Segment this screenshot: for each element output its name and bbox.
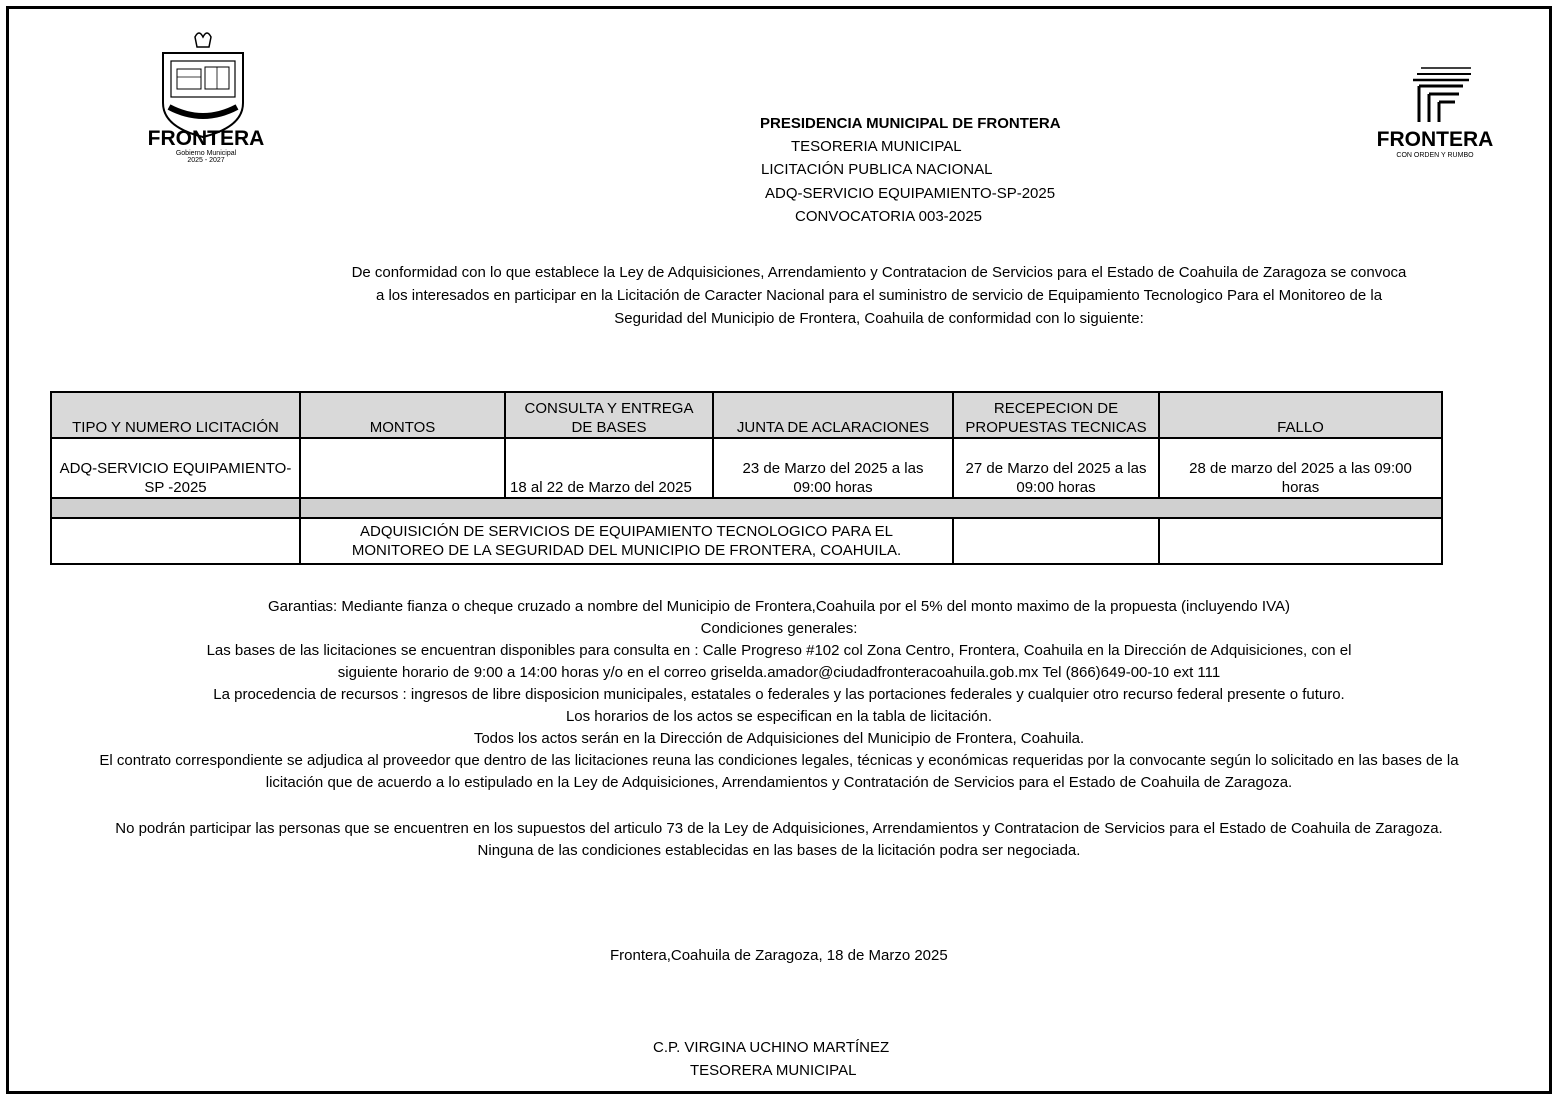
logo-left-brand: FRONTERA xyxy=(147,127,265,150)
actos-text: Todos los actos serán en la Dirección de Adquisiciones del Municipio de Frontera, Coahuila. xyxy=(473,730,1085,747)
condiciones-title: Condiciones generales: xyxy=(700,620,858,637)
logo-left-sub1: Gobierno Municipal xyxy=(175,150,237,157)
ninguna-text: Ninguna de las condiciones establecidas en las bases de la licitación podra ser negociada. xyxy=(477,842,1081,859)
cell-consulta: 18 al 22 de Marzo del 2025 xyxy=(505,438,713,498)
table-header-row xyxy=(51,392,1442,438)
cell-junta: 23 de Marzo del 2025 a las 09:00 horas xyxy=(713,438,953,498)
contrato-line-2: licitación que de acuerdo a lo estipulado en la Ley de Adquisiciones, Arrendamientos y Contratación de Servicios para el Estado de Coahuila de Zaragoza. xyxy=(265,774,1293,791)
intro-paragraph xyxy=(279,261,1479,330)
table-row xyxy=(51,438,1442,498)
licitacion-table xyxy=(50,391,1443,565)
bases-line-1: Las bases de las licitaciones se encuentran disponibles para consulta en : Calle Progreso #102 col Zona Centro, Frontera, Coahuila en la Dirección de Adquisiciones, con el xyxy=(206,642,1352,659)
cell-montos xyxy=(300,438,505,498)
place-date: Frontera,Coahuila de Zaragoza, 18 de Marzo 2025 xyxy=(610,947,948,964)
header-licitacion: LICITACIÓN PUBLICA NACIONAL xyxy=(761,161,993,178)
signer-title: TESORERA MUNICIPAL xyxy=(690,1062,857,1079)
intro-line-1: De conformidad con lo que establece la Ley de Adquisiciones, Arrendamiento y Contratacion de Servicios para el Estado de Coahuila de Zaragoza se convoca xyxy=(351,264,1407,281)
conditions-section xyxy=(9,596,1549,862)
logo-right-brand: FRONTERA xyxy=(1376,128,1494,151)
header-cell-fallo: FALLO xyxy=(1159,392,1442,438)
header-convocatoria: CONVOCATORIA 003-2025 xyxy=(795,208,983,225)
header-cell-junta: JUNTA DE ACLARACIONES xyxy=(713,392,953,438)
header-adq-servicio: ADQ-SERVICIO EQUIPAMIENTO-SP-2025 xyxy=(765,185,1056,202)
frontera-con-orden-logo xyxy=(1351,64,1521,164)
garantias-text: Garantias: Mediante fianza o cheque cruzado a nombre del Municipio de Frontera,Coahuila por el 5% del monto maximo de la propuesta (incluyendo IVA) xyxy=(268,598,1290,615)
intro-line-3: Seguridad del Municipio de Frontera, Coahuila de conformidad con lo siguiente: xyxy=(614,310,1144,327)
intro-line-2: a los interesados en participar en la Licitación de Caracter Nacional para el suministro de servicio de Equipamiento Tecnologico Para el Monitoreo de la xyxy=(375,287,1383,304)
frontera-government-logo xyxy=(121,29,291,169)
header-cell-consulta: CONSULTA Y ENTREGA DE BASES xyxy=(505,392,713,438)
header-presidencia: PRESIDENCIA MUNICIPAL DE FRONTERA xyxy=(760,115,1061,132)
bases-line-2: siguiente horario de 9:00 a 14:00 horas y/o en el correo griselda.amador@ciudadfronteracoahuila.gob.mx Tel (866)649-00-10 ext 111 xyxy=(337,664,1221,681)
cell-description: ADQUISICIÓN DE SERVICIOS DE EQUIPAMIENTO TECNOLOGICO PARA EL MONITOREO DE LA SEGURIDAD DEL MUNICIPIO DE FRONTERA, COAHUILA. xyxy=(300,518,953,564)
logo-right-tagline: CON ORDEN Y RUMBO xyxy=(1396,152,1474,159)
header-tesoreria: TESORERIA MUNICIPAL xyxy=(791,138,962,155)
header-cell-montos: MONTOS xyxy=(300,392,505,438)
header-cell-tipo: TIPO Y NUMERO LICITACIÓN xyxy=(51,392,300,438)
signer-name: C.P. VIRGINA UCHINO MARTÍNEZ xyxy=(653,1039,890,1056)
document-page xyxy=(6,6,1552,1094)
cell-recepcion: 27 de Marzo del 2025 a las 09:00 horas xyxy=(953,438,1159,498)
municipal-seal-icon xyxy=(121,29,291,169)
header-cell-recepcion: RECEPECION DE PROPUESTAS TECNICAS xyxy=(953,392,1159,438)
frontera-emblem-icon xyxy=(1351,64,1521,164)
contrato-line-1: El contrato correspondiente se adjudica al proveedor que dentro de las licitaciones reuna las condiciones legales, técnicas y económicas requeridas por la convocante según lo solicitado en las bases de la xyxy=(99,752,1459,769)
table-separator-row xyxy=(51,498,1442,518)
logo-left-sub2: 2025 - 2027 xyxy=(187,157,225,164)
cell-fallo: 28 de marzo del 2025 a las 09:00 horas xyxy=(1159,438,1442,498)
no-podran-text: No podrán participar las personas que se encuentren en los supuestos del articulo 73 de la Ley de Adquisiciones, Arrendamientos y Contratacion de Servicios para el Estado de Coahuila de Zaragoza. xyxy=(115,820,1443,837)
procedencia-text: La procedencia de recursos : ingresos de libre disposicion municipales, estatales o federales y las portaciones federales y cualquier otro recurso federal presente o futuro. xyxy=(213,686,1345,703)
table-description-row xyxy=(51,518,1442,564)
cell-tipo: ADQ-SERVICIO EQUIPAMIENTO- SP -2025 xyxy=(51,438,300,498)
horarios-text: Los horarios de los actos se especifican en la tabla de licitación. xyxy=(565,708,993,725)
